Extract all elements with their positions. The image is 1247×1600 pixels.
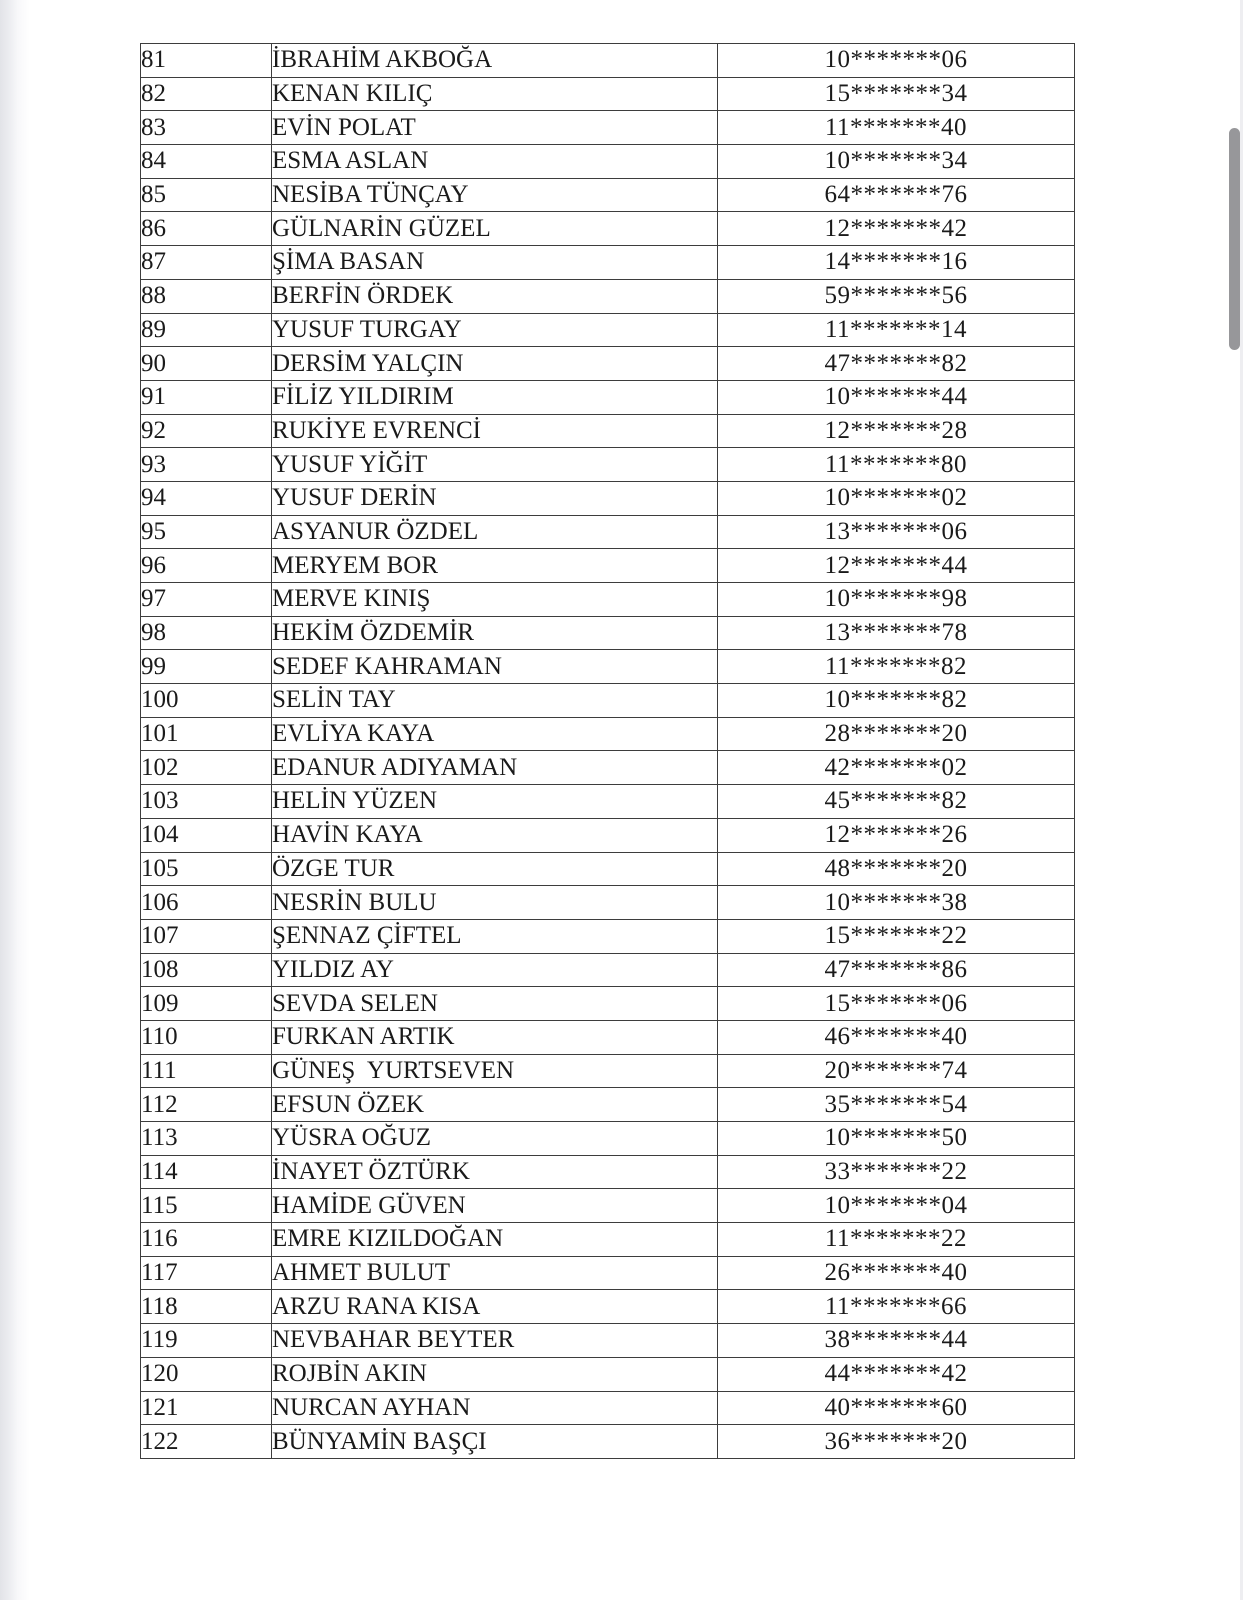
- name-cell: ROJBİN AKIN: [272, 1357, 718, 1391]
- table-row: [141, 1088, 1075, 1122]
- table-row: [141, 313, 1075, 347]
- masked-id-cell: 12*******42: [718, 212, 1075, 246]
- name-cell: YÜSRA OĞUZ: [272, 1122, 718, 1156]
- masked-id-cell: 11*******40: [718, 111, 1075, 145]
- masked-id-cell: 10*******44: [718, 380, 1075, 414]
- row-number-cell: 93: [141, 448, 272, 482]
- table-row: [141, 279, 1075, 313]
- row-number-cell: 86: [141, 212, 272, 246]
- table-row: [141, 77, 1075, 111]
- masked-id-cell: 45*******82: [718, 785, 1075, 819]
- table-row: [141, 751, 1075, 785]
- table-row: [141, 852, 1075, 886]
- name-cell: AHMET BULUT: [272, 1256, 718, 1290]
- row-number-cell: 116: [141, 1223, 272, 1257]
- table-row: [141, 1054, 1075, 1088]
- table-row: [141, 616, 1075, 650]
- name-cell: MERYEM BOR: [272, 549, 718, 583]
- masked-id-cell: 10*******50: [718, 1122, 1075, 1156]
- row-number-cell: 103: [141, 785, 272, 819]
- row-number-cell: 96: [141, 549, 272, 583]
- table-row: [141, 953, 1075, 987]
- name-cell: EFSUN ÖZEK: [272, 1088, 718, 1122]
- page-left-edge-shadow: [0, 0, 30, 1600]
- name-cell: GÜNEŞ YURTSEVEN: [272, 1054, 718, 1088]
- table-row: [141, 684, 1075, 718]
- row-number-cell: 110: [141, 1020, 272, 1054]
- row-number-cell: 114: [141, 1155, 272, 1189]
- table-row: [141, 1223, 1075, 1257]
- name-cell: SEVDA SELEN: [272, 987, 718, 1021]
- row-number-cell: 89: [141, 313, 272, 347]
- table-row: [141, 886, 1075, 920]
- name-roster-table: [140, 43, 1075, 1459]
- table-row: [141, 583, 1075, 617]
- table-row: [141, 1290, 1075, 1324]
- name-cell: MERVE KINIŞ: [272, 583, 718, 617]
- table-row: [141, 987, 1075, 1021]
- row-number-cell: 100: [141, 684, 272, 718]
- masked-id-cell: 10*******02: [718, 481, 1075, 515]
- row-number-cell: 95: [141, 515, 272, 549]
- table-row: [141, 1020, 1075, 1054]
- row-number-cell: 112: [141, 1088, 272, 1122]
- table-row: [141, 1324, 1075, 1358]
- row-number-cell: 94: [141, 481, 272, 515]
- name-cell: EDANUR ADIYAMAN: [272, 751, 718, 785]
- masked-id-cell: 12*******26: [718, 818, 1075, 852]
- masked-id-cell: 42*******02: [718, 751, 1075, 785]
- scrollbar-track[interactable]: [1240, 0, 1243, 1600]
- row-number-cell: 108: [141, 953, 272, 987]
- table-row: [141, 549, 1075, 583]
- masked-id-cell: 28*******20: [718, 717, 1075, 751]
- table-row: [141, 1256, 1075, 1290]
- masked-id-cell: 15*******22: [718, 919, 1075, 953]
- name-cell: RUKİYE EVRENCİ: [272, 414, 718, 448]
- masked-id-cell: 26*******40: [718, 1256, 1075, 1290]
- name-cell: EVİN POLAT: [272, 111, 718, 145]
- table-row: [141, 246, 1075, 280]
- name-cell: DERSİM YALÇIN: [272, 347, 718, 381]
- table-row: [141, 380, 1075, 414]
- name-cell: NESİBA TÜNÇAY: [272, 178, 718, 212]
- masked-id-cell: 48*******20: [718, 852, 1075, 886]
- name-cell: İNAYET ÖZTÜRK: [272, 1155, 718, 1189]
- masked-id-cell: 15*******34: [718, 77, 1075, 111]
- row-number-cell: 83: [141, 111, 272, 145]
- name-cell: KENAN KILIÇ: [272, 77, 718, 111]
- name-cell: HELİN YÜZEN: [272, 785, 718, 819]
- masked-id-cell: 10*******06: [718, 44, 1075, 78]
- table-row: [141, 1357, 1075, 1391]
- masked-id-cell: 10*******38: [718, 886, 1075, 920]
- table-row: [141, 1155, 1075, 1189]
- masked-id-cell: 47*******86: [718, 953, 1075, 987]
- masked-id-cell: 11*******66: [718, 1290, 1075, 1324]
- name-cell: EMRE KIZILDOĞAN: [272, 1223, 718, 1257]
- table-row: [141, 919, 1075, 953]
- table-row: [141, 414, 1075, 448]
- name-cell: HEKİM ÖZDEMİR: [272, 616, 718, 650]
- row-number-cell: 102: [141, 751, 272, 785]
- row-number-cell: 84: [141, 145, 272, 179]
- table-row: [141, 650, 1075, 684]
- name-cell: EVLİYA KAYA: [272, 717, 718, 751]
- masked-id-cell: 46*******40: [718, 1020, 1075, 1054]
- masked-id-cell: 38*******44: [718, 1324, 1075, 1358]
- table-row: [141, 1391, 1075, 1425]
- table-row: [141, 111, 1075, 145]
- masked-id-cell: 11*******80: [718, 448, 1075, 482]
- name-cell: ŞENNAZ ÇİFTEL: [272, 919, 718, 953]
- row-number-cell: 81: [141, 44, 272, 78]
- masked-id-cell: 11*******82: [718, 650, 1075, 684]
- name-cell: İBRAHİM AKBOĞA: [272, 44, 718, 78]
- row-number-cell: 82: [141, 77, 272, 111]
- masked-id-cell: 64*******76: [718, 178, 1075, 212]
- name-cell: ARZU RANA KISA: [272, 1290, 718, 1324]
- masked-id-cell: 47*******82: [718, 347, 1075, 381]
- row-number-cell: 109: [141, 987, 272, 1021]
- row-number-cell: 118: [141, 1290, 272, 1324]
- table-row: [141, 347, 1075, 381]
- table-row: [141, 515, 1075, 549]
- row-number-cell: 117: [141, 1256, 272, 1290]
- name-cell: YILDIZ AY: [272, 953, 718, 987]
- table-row: [141, 785, 1075, 819]
- masked-id-cell: 20*******74: [718, 1054, 1075, 1088]
- name-cell: NEVBAHAR BEYTER: [272, 1324, 718, 1358]
- masked-id-cell: 11*******14: [718, 313, 1075, 347]
- table-row: [141, 1189, 1075, 1223]
- row-number-cell: 99: [141, 650, 272, 684]
- masked-id-cell: 15*******06: [718, 987, 1075, 1021]
- masked-id-cell: 10*******04: [718, 1189, 1075, 1223]
- scrollbar-thumb[interactable]: [1229, 128, 1240, 350]
- masked-id-cell: 12*******28: [718, 414, 1075, 448]
- table-row: [141, 212, 1075, 246]
- row-number-cell: 119: [141, 1324, 272, 1358]
- name-cell: YUSUF YİĞİT: [272, 448, 718, 482]
- row-number-cell: 104: [141, 818, 272, 852]
- table-row: [141, 717, 1075, 751]
- table-row: [141, 448, 1075, 482]
- row-number-cell: 113: [141, 1122, 272, 1156]
- row-number-cell: 107: [141, 919, 272, 953]
- masked-id-cell: 10*******98: [718, 583, 1075, 617]
- table-row: [141, 178, 1075, 212]
- masked-id-cell: 13*******06: [718, 515, 1075, 549]
- masked-id-cell: 10*******82: [718, 684, 1075, 718]
- row-number-cell: 115: [141, 1189, 272, 1223]
- masked-id-cell: 36*******20: [718, 1425, 1075, 1459]
- name-cell: ÖZGE TUR: [272, 852, 718, 886]
- name-cell: FURKAN ARTIK: [272, 1020, 718, 1054]
- name-cell: NURCAN AYHAN: [272, 1391, 718, 1425]
- table-row: [141, 1122, 1075, 1156]
- name-cell: NESRİN BULU: [272, 886, 718, 920]
- name-cell: HAVİN KAYA: [272, 818, 718, 852]
- row-number-cell: 90: [141, 347, 272, 381]
- masked-id-cell: 11*******22: [718, 1223, 1075, 1257]
- table-row: [141, 1425, 1075, 1459]
- row-number-cell: 85: [141, 178, 272, 212]
- roster-table-body: [141, 44, 1075, 1459]
- row-number-cell: 106: [141, 886, 272, 920]
- name-cell: SEDEF KAHRAMAN: [272, 650, 718, 684]
- masked-id-cell: 33*******22: [718, 1155, 1075, 1189]
- name-cell: YUSUF TURGAY: [272, 313, 718, 347]
- table-row: [141, 481, 1075, 515]
- name-cell: ASYANUR ÖZDEL: [272, 515, 718, 549]
- name-cell: SELİN TAY: [272, 684, 718, 718]
- row-number-cell: 91: [141, 380, 272, 414]
- name-cell: BERFİN ÖRDEK: [272, 279, 718, 313]
- name-cell: ESMA ASLAN: [272, 145, 718, 179]
- masked-id-cell: 12*******44: [718, 549, 1075, 583]
- masked-id-cell: 35*******54: [718, 1088, 1075, 1122]
- row-number-cell: 101: [141, 717, 272, 751]
- masked-id-cell: 44*******42: [718, 1357, 1075, 1391]
- masked-id-cell: 40*******60: [718, 1391, 1075, 1425]
- name-cell: ŞİMA BASAN: [272, 246, 718, 280]
- masked-id-cell: 14*******16: [718, 246, 1075, 280]
- masked-id-cell: 10*******34: [718, 145, 1075, 179]
- row-number-cell: 105: [141, 852, 272, 886]
- row-number-cell: 92: [141, 414, 272, 448]
- row-number-cell: 120: [141, 1357, 272, 1391]
- name-cell: FİLİZ YILDIRIM: [272, 380, 718, 414]
- row-number-cell: 97: [141, 583, 272, 617]
- row-number-cell: 88: [141, 279, 272, 313]
- table-row: [141, 145, 1075, 179]
- row-number-cell: 121: [141, 1391, 272, 1425]
- name-cell: HAMİDE GÜVEN: [272, 1189, 718, 1223]
- table-row: [141, 44, 1075, 78]
- row-number-cell: 87: [141, 246, 272, 280]
- name-cell: BÜNYAMİN BAŞÇI: [272, 1425, 718, 1459]
- masked-id-cell: 13*******78: [718, 616, 1075, 650]
- masked-id-cell: 59*******56: [718, 279, 1075, 313]
- name-cell: GÜLNARİN GÜZEL: [272, 212, 718, 246]
- row-number-cell: 98: [141, 616, 272, 650]
- row-number-cell: 122: [141, 1425, 272, 1459]
- name-cell: YUSUF DERİN: [272, 481, 718, 515]
- table-row: [141, 818, 1075, 852]
- row-number-cell: 111: [141, 1054, 272, 1088]
